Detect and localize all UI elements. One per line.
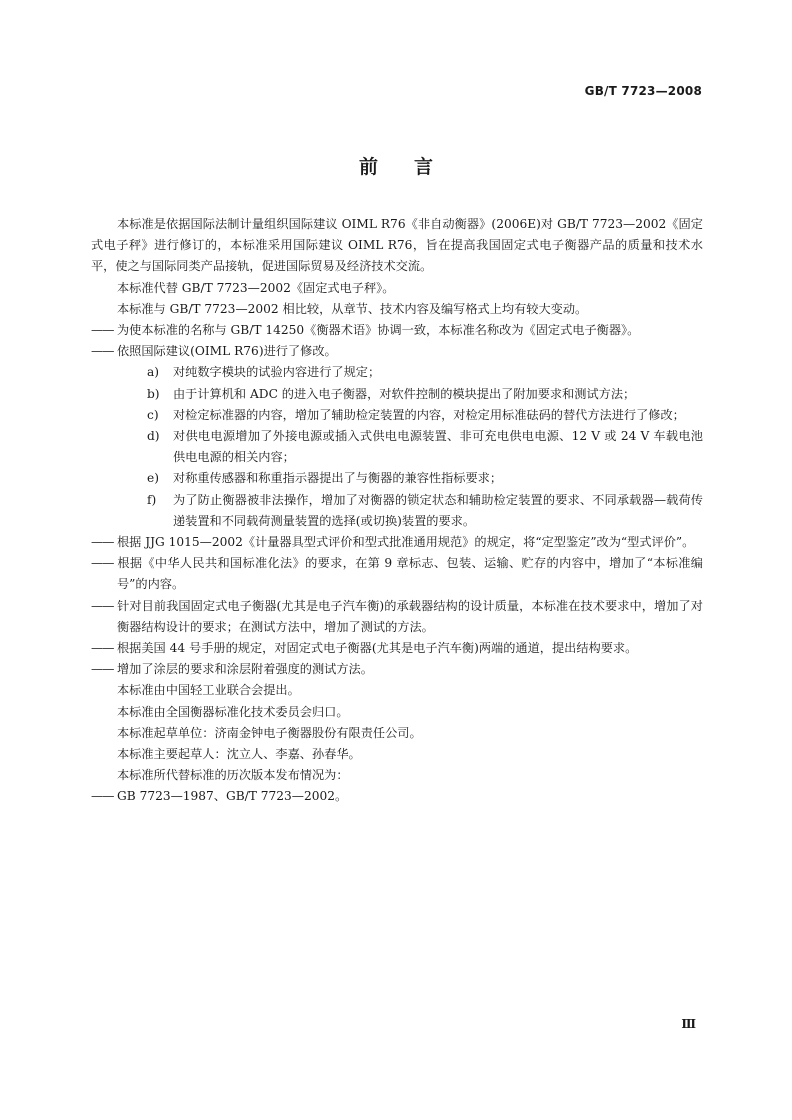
dash-mark: —— — [91, 556, 114, 571]
change-item-text: 增加了涂层的要求和涂层附着强度的测试方法。 — [117, 662, 373, 677]
list-item — [91, 426, 703, 468]
history-item — [91, 786, 703, 807]
list-item — [91, 405, 703, 426]
change-item-text: 针对目前我国固定式电子衡器(尤其是电子汽车衡)的承载器结构的设计质量，本标准在技术要求中，增加了对衡器结构设计的要求；在测试方法中，增加了测试的方法。 — [117, 598, 703, 634]
dash-mark: —— — [91, 789, 114, 804]
change-item-oiml — [91, 341, 703, 362]
list-item-mark: d) — [147, 429, 160, 444]
list-item-text: 为了防止衡器被非法操作，增加了对衡器的锁定状态和辅助检定装置的要求、不同承载器—载荷传递装置和不同载荷测量装置的选择(或切换)装置的要求。 — [173, 492, 703, 528]
change-item-structure-design — [91, 596, 703, 638]
list-item-mark: e) — [147, 471, 159, 486]
page-title: 前言 — [358, 156, 469, 178]
list-item-text: 对供电电源增加了外接电源或插入式供电电源装置、非可充电供电电源、12 V 或 24 V 车载电池供电电源的相关内容； — [173, 429, 703, 465]
paragraph-proposed-by: 本标准由中国轻工业联合会提出。 — [117, 683, 300, 698]
dash-mark: —— — [91, 598, 114, 613]
change-item-name — [91, 320, 703, 341]
paragraph-basis: 本标准是依据国际法制计量组织国际建议 OIML R76《非自动衡器》(2006E)对 GB/T 7723—2002《固定式电子秤》进行修订的，本标准采用国际建议 OIML R76，旨在提高我国固定式电子衡器产品的质量和技术水平，使之与国际同类产品接轨，促进国际贸易及经济技术交流。 — [91, 217, 703, 274]
standard-code: GB/T 7723—2008 — [584, 84, 702, 98]
change-item-text: 为使本标准的名称与 GB/T 14250《衡器术语》协调一致，本标准名称改为《固定式电子衡器》。 — [117, 323, 640, 338]
list-item — [91, 490, 703, 532]
paragraph-drafting-unit: 本标准起草单位：济南金钟电子衡器股份有限责任公司。 — [117, 725, 422, 740]
list-item-mark: a) — [147, 365, 160, 380]
dash-mark: —— — [91, 344, 114, 359]
list-item-mark: b) — [147, 386, 160, 401]
list-item-text: 对纯数字模块的试验内容进行了规定； — [173, 365, 381, 380]
list-item-mark: f) — [147, 492, 157, 507]
change-item-text: 依照国际建议(OIML R76)进行了修改。 — [117, 344, 337, 359]
list-item — [91, 468, 703, 489]
change-item-text: 根据《中华人民共和国标准化法》的要求，在第 9 章标志、包装、运输、贮存的内容中，增加了“本标准编号”的内容。 — [117, 556, 703, 592]
foreword-body — [91, 214, 703, 808]
change-item-coating — [91, 659, 703, 680]
list-item-text: 对检定标准器的内容，增加了辅助检定装置的内容，对检定用标准砝码的替代方法进行了修改； — [173, 407, 685, 422]
paragraph-centralized-by: 本标准由全国衡器标准化技术委员会归口。 — [117, 704, 349, 719]
paragraph-drafters: 本标准主要起草人：沈立人、李嘉、孙春华。 — [117, 747, 361, 762]
change-item-jjg — [91, 532, 703, 553]
list-item — [91, 384, 703, 405]
paragraph-history: 本标准所代替标准的历次版本发布情况为： — [117, 768, 349, 783]
change-item-handbook-44 — [91, 638, 703, 659]
change-item-text: 根据美国 44 号手册的规定，对固定式电子衡器(尤其是电子汽车衡)两端的通道，提出结构要求。 — [117, 641, 638, 656]
list-item — [91, 362, 703, 383]
change-item-standardization-law — [91, 553, 703, 595]
list-item-text: 由于计算机和 ADC 的进入电子衡器，对软件控制的模块提出了附加要求和测试方法； — [173, 386, 636, 401]
list-item-mark: c) — [147, 407, 159, 422]
dash-mark: —— — [91, 662, 114, 677]
dash-mark: —— — [91, 641, 114, 656]
change-item-text: 根据 JJG 1015—2002《计量器具型式评价和型式批准通用规范》的规定，将“定型鉴定”改为“型式评价”。 — [117, 535, 695, 550]
dash-mark: —— — [91, 323, 114, 338]
page-number: Ⅲ — [681, 1017, 696, 1031]
list-item-text: 对称重传感器和称重指示器提出了与衡器的兼容性指标要求； — [173, 471, 503, 486]
history-item-text: GB 7723—1987、GB/T 7723—2002。 — [117, 789, 348, 804]
paragraph-comparison: 本标准与 GB/T 7723—2002 相比较，从章节、技术内容及编写格式上均有较大变动。 — [117, 301, 588, 316]
dash-mark: —— — [91, 535, 114, 550]
paragraph-replaces: 本标准代替 GB/T 7723—2002《固定式电子秤》。 — [117, 280, 395, 295]
